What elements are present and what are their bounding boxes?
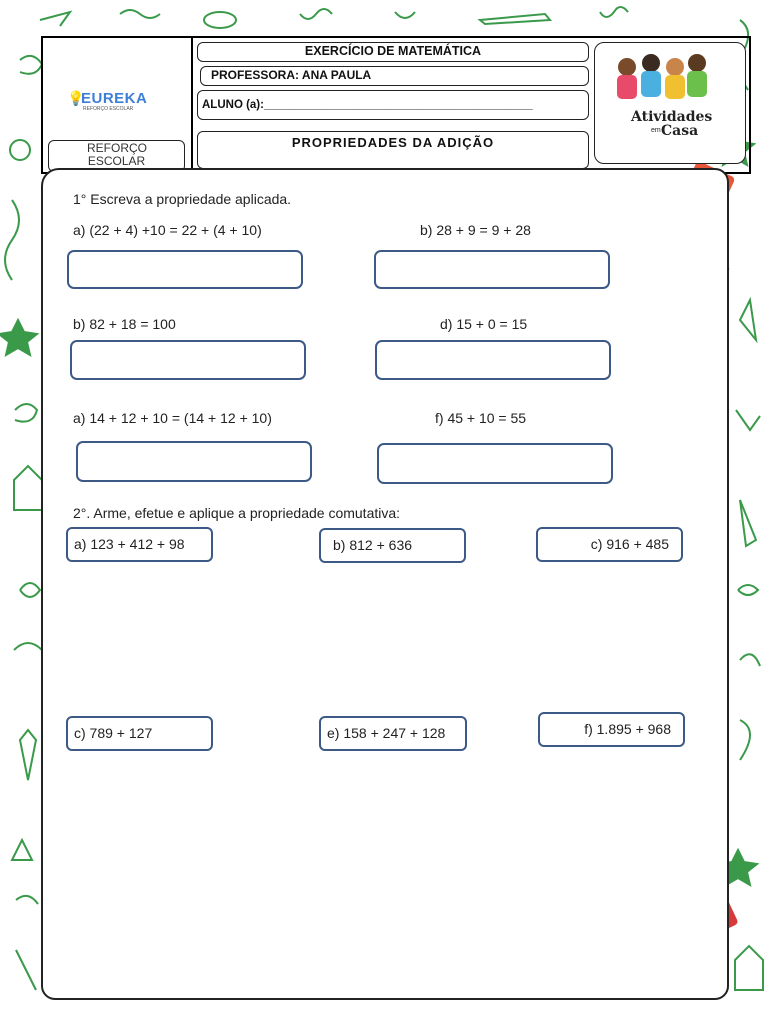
q1-item-a: a) (22 + 4) +10 = 22 + (4 + 10): [73, 222, 262, 238]
q1-item-d: d) 15 + 0 = 15: [440, 316, 528, 332]
logo-main-text: EUREKA: [81, 90, 148, 107]
question1-prompt: 1° Escreva a propriedade aplicada.: [73, 191, 292, 207]
q2-operation-f: f) 1.895 + 968: [538, 712, 685, 747]
q2-operation-d: c) 789 + 127: [66, 716, 213, 751]
q1-item-b: b) 28 + 9 = 9 + 28: [420, 222, 531, 238]
lightbulb-icon: 💡: [67, 90, 85, 106]
school-label: REFORÇO ESCOLAR: [87, 141, 147, 168]
q1-answer-box-d[interactable]: [375, 340, 611, 380]
worksheet-frame: [41, 168, 729, 1000]
question2-prompt: 2°. Arme, efetue e aplique a propriedade comutativa:: [73, 505, 401, 521]
q1-answer-box-f[interactable]: [377, 443, 613, 484]
q2-operation-e: e) 158 + 247 + 128: [319, 716, 467, 751]
brand-line2: em: [651, 127, 661, 134]
logo-sub-text: REFORÇO ESCOLAR: [83, 106, 134, 112]
header-table: [41, 36, 751, 174]
q1-answer-box-c[interactable]: [70, 340, 306, 380]
topic-box: [197, 131, 589, 169]
q1-answer-box-e[interactable]: [76, 441, 312, 482]
q2-operation-b: b) 812 + 636: [319, 528, 466, 563]
q1-item-c: b) 82 + 18 = 100: [73, 316, 176, 332]
brand-box: [594, 42, 746, 164]
topic-title: PROPRIEDADES DA ADIÇÃO: [291, 135, 495, 150]
student-box[interactable]: [197, 90, 589, 120]
q2-operation-a: a) 123 + 412 + 98: [66, 527, 213, 562]
exercise-title-box: [197, 42, 589, 62]
brand-line1: Atividades: [631, 109, 713, 125]
exercise-title: EXERCÍCIO DE MATEMÁTICA: [304, 44, 482, 58]
children-illustration: [609, 47, 713, 107]
q1-answer-box-a[interactable]: [67, 250, 303, 289]
teacher-name: PROFESSORA: ANA PAULA: [211, 68, 372, 82]
teacher-box: [200, 66, 589, 86]
brand-line3: Casa: [661, 123, 699, 139]
student-name-field: ALUNO (a):__________________________________________: [202, 99, 533, 111]
q1-item-e: a) 14 + 12 + 10 = (14 + 12 + 10): [73, 410, 272, 426]
q2-operation-c: c) 916 + 485: [536, 527, 683, 562]
logo-cell: [43, 38, 193, 172]
q1-item-f: f) 45 + 10 = 55: [435, 410, 527, 426]
q1-answer-box-b[interactable]: [374, 250, 610, 289]
